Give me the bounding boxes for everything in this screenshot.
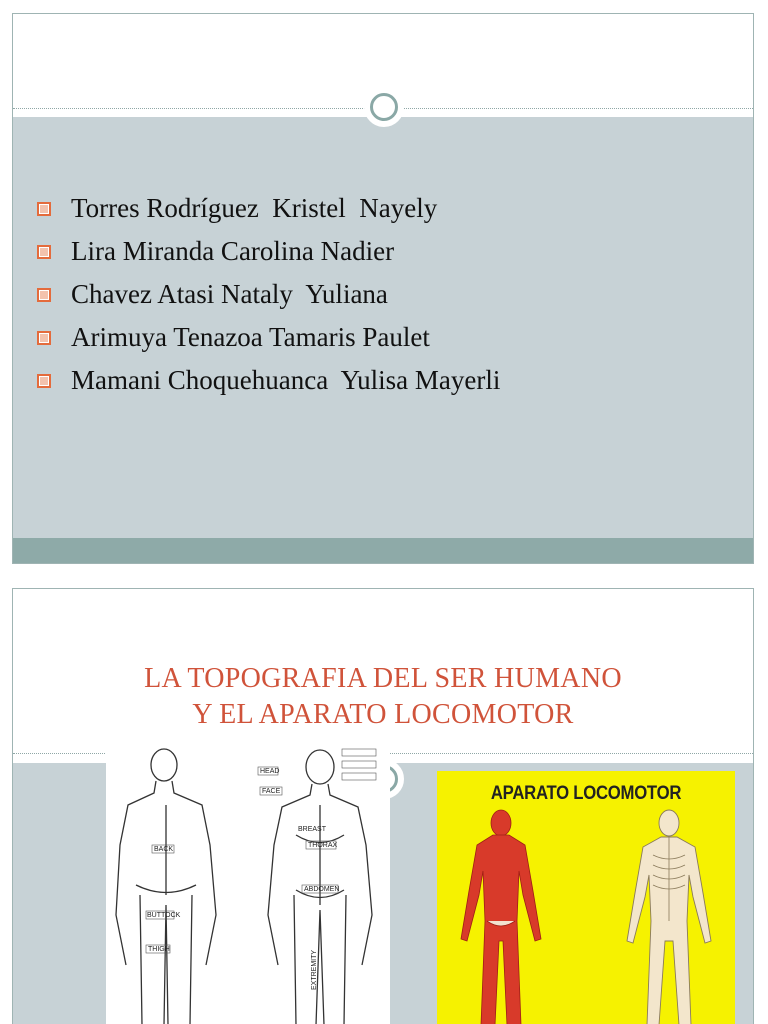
label-back: BACK <box>154 846 174 853</box>
square-bullet-icon <box>37 374 51 388</box>
title-line-1: LA TOPOGRAFIA DEL SER HUMANO <box>144 663 622 694</box>
square-bullet-icon <box>37 202 51 216</box>
label-extremity: EXTREMITY <box>311 949 318 990</box>
member-name: Torres Rodríguez Kristel Nayely <box>71 193 438 223</box>
list-item <box>37 316 500 359</box>
title-line-2: Y EL APARATO LOCOMOTOR <box>192 699 574 730</box>
label-buttock: BUTTOCK <box>147 912 181 919</box>
slide-members <box>12 13 754 564</box>
list-item <box>37 273 500 316</box>
label-abdomen: ABDOMEN <box>304 886 340 893</box>
label-head: HEAD <box>260 768 280 775</box>
slide-topography <box>12 588 754 1024</box>
label-breast: BREAST <box>298 826 327 833</box>
body-outline-illustration <box>106 745 390 1024</box>
muscle-skeleton-illustration <box>437 771 735 1024</box>
label-face: FACE <box>262 788 281 795</box>
square-bullet-icon <box>37 288 51 302</box>
list-item <box>37 187 500 230</box>
body-topography-image <box>106 745 390 1024</box>
locomotor-image <box>437 771 735 1024</box>
member-name: Mamani Choquehuanca Yulisa Mayerli <box>71 365 501 395</box>
list-item <box>37 230 500 273</box>
member-name: Chavez Atasi Nataly Yuliana <box>71 279 388 309</box>
list-item <box>37 359 500 402</box>
label-thorax: THORAX <box>308 842 338 849</box>
square-bullet-icon <box>37 245 51 259</box>
member-name: Arimuya Tenazoa Tamaris Paulet <box>71 322 430 352</box>
member-list <box>37 187 500 402</box>
square-bullet-icon <box>37 331 51 345</box>
footer-band <box>13 538 753 564</box>
slide-title <box>13 661 753 733</box>
member-name: Lira Miranda Carolina Nadier <box>71 236 395 266</box>
ring-ornament <box>364 87 404 127</box>
locomotor-label: APARATO LOCOMOTOR <box>490 783 682 804</box>
label-thigh: THIGH <box>148 946 170 953</box>
